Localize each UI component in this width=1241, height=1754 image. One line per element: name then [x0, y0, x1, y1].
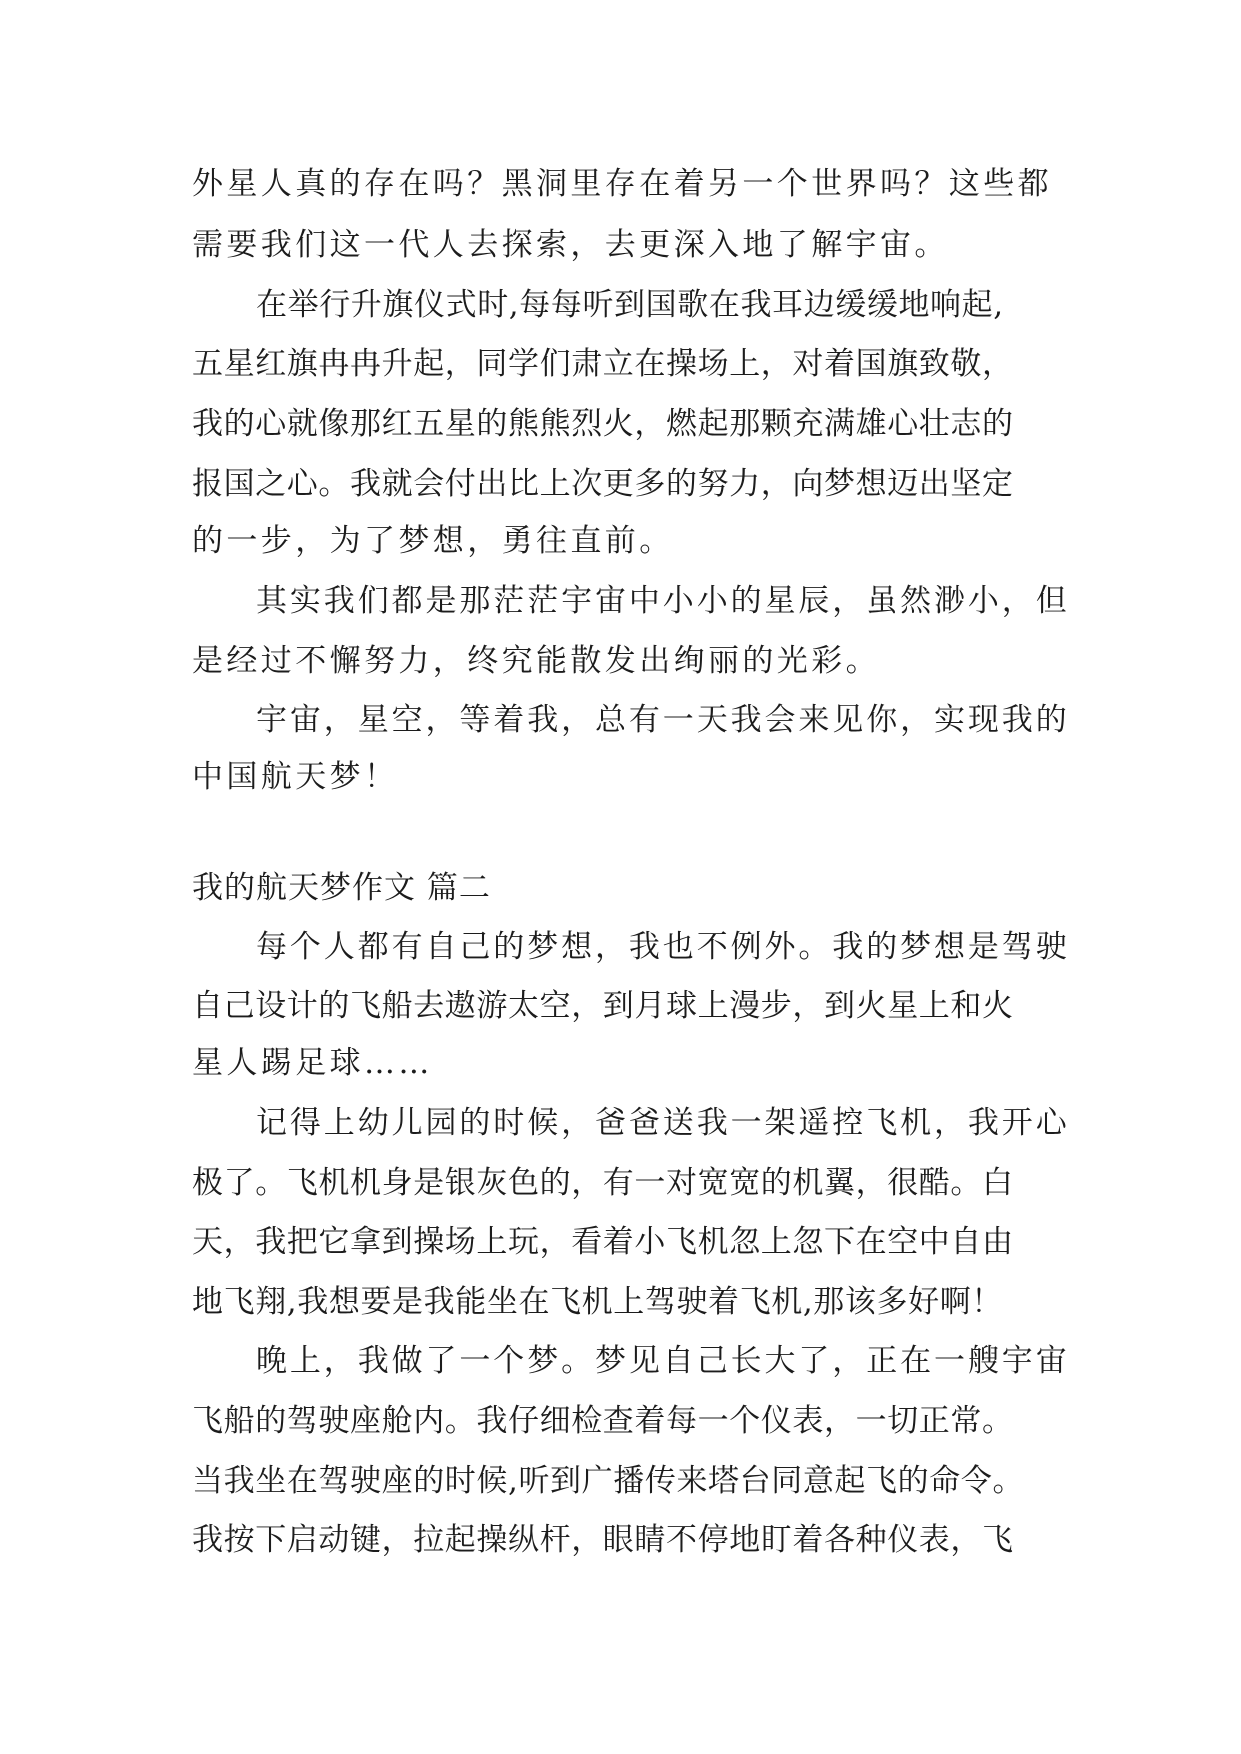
paragraph-first-line: 在举行升旗仪式时,每每听到国歌在我耳边缓缓地响起,: [256, 287, 1004, 323]
section-heading: 我的航天梦作文 篇二: [192, 870, 491, 906]
text-line: 自己设计的飞船去遨游太空，到月球上漫步，到火星上和火: [192, 988, 1014, 1024]
text-line: 外星人真的存在吗？黑洞里存在着另一个世界吗？这些都: [192, 166, 1052, 202]
text-line: 地飞翔,我想要是我能坐在飞机上驾驶着飞机,那该多好啊！: [192, 1284, 1003, 1320]
text-line: 报国之心。我就会付出比上次更多的努力，向梦想迈出坚定: [192, 466, 1014, 502]
text-line: 飞船的驾驶座舱内。我仔细检查着每一个仪表，一切正常。: [192, 1403, 1014, 1439]
text-line: 星人踢足球……: [192, 1045, 433, 1081]
paragraph-first-line: 每个人都有自己的梦想，我也不例外。我的梦想是驾驶: [256, 929, 1070, 965]
paragraph-first-line: 宇宙，星空，等着我，总有一天我会来见你，实现我的: [256, 702, 1070, 738]
text-line: 五星红旗冉冉升起，同学们肃立在操场上，对着国旗致敬，: [192, 346, 1014, 382]
text-line: 需要我们这一代人去探索，去更深入地了解宇宙。: [192, 227, 949, 263]
text-line: 我按下启动键，拉起操纵杆，眼睛不停地盯着各种仪表，飞: [192, 1522, 1014, 1558]
text-line: 是经过不懈努力，终究能散发出绚丽的光彩。: [192, 643, 880, 679]
text-line: 我的心就像那红五星的熊熊烈火，燃起那颗充满雄心壮志的: [192, 406, 1014, 442]
text-line: 极了。飞机机身是银灰色的，有一对宽宽的机翼，很酷。白: [192, 1165, 1014, 1201]
paragraph-first-line: 其实我们都是那茫茫宇宙中小小的星辰，虽然渺小，但: [256, 583, 1070, 619]
text-line: 当我坐在驾驶座的时候,听到广播传来塔台同意起飞的命令。: [192, 1463, 1025, 1499]
text-line: 天，我把它拿到操场上玩，看着小飞机忽上忽下在空中自由: [192, 1224, 1014, 1260]
paragraph-first-line: 记得上幼儿园的时候，爸爸送我一架遥控飞机，我开心: [256, 1105, 1070, 1141]
text-line: 的一步，为了梦想，勇往直前。: [192, 523, 674, 559]
paragraph-first-line: 晚上，我做了一个梦。梦见自己长大了，正在一艘宇宙: [256, 1343, 1070, 1379]
text-line: 中国航天梦！: [192, 759, 399, 795]
